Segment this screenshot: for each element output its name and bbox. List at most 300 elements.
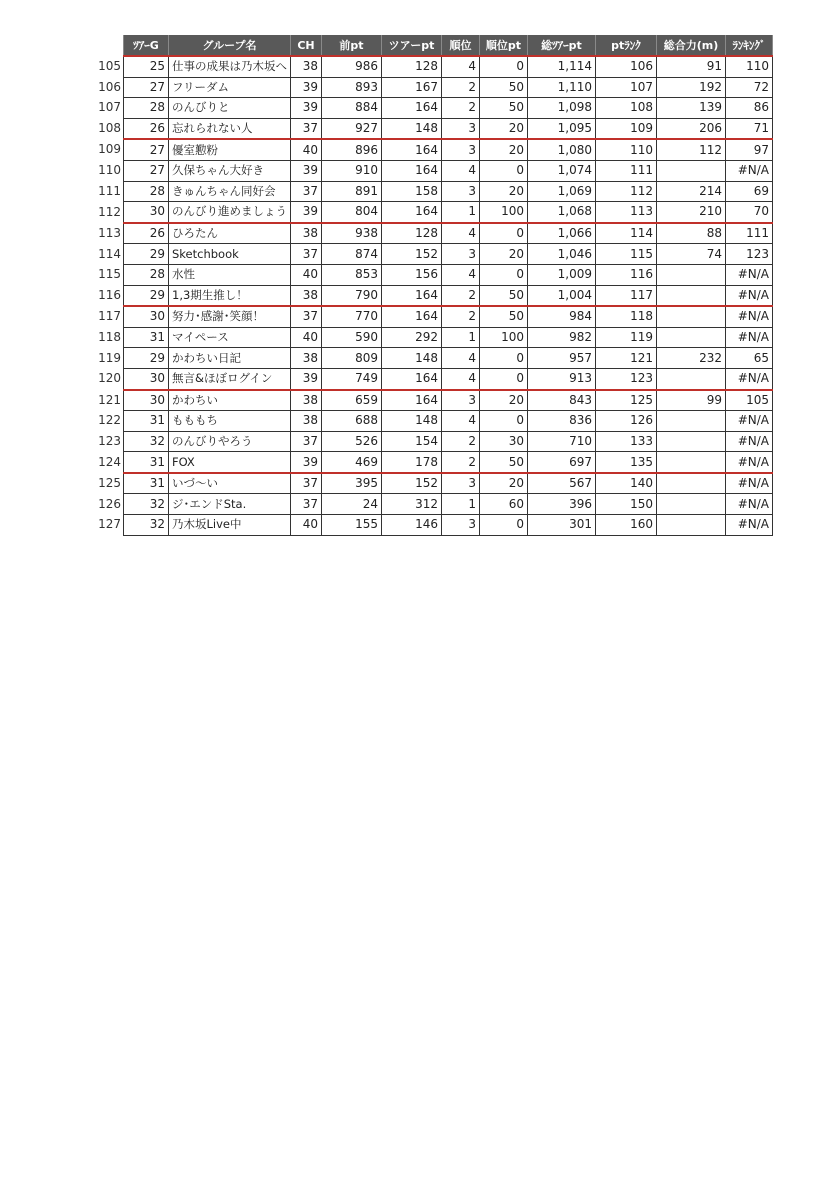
table-cell: 50 [480, 98, 528, 119]
table-cell: 38 [291, 223, 322, 244]
row-number: 114 [90, 244, 124, 265]
table-cell [657, 160, 726, 181]
table-row [90, 494, 773, 515]
table-cell: 749 [322, 368, 382, 389]
column-header: ﾗﾝｷﾝｸﾞ [726, 35, 773, 56]
table-row [90, 139, 773, 160]
table-cell: #N/A [726, 494, 773, 515]
table-cell: 984 [528, 306, 596, 327]
table-cell: 50 [480, 285, 528, 306]
table-cell: 110 [596, 139, 657, 160]
table-cell: 893 [322, 77, 382, 98]
table-cell: 154 [382, 431, 442, 452]
table-cell: #N/A [726, 264, 773, 285]
table-row [90, 515, 773, 536]
table-cell: 37 [291, 181, 322, 202]
table-cell: 156 [382, 264, 442, 285]
row-number: 109 [90, 139, 124, 160]
row-number: 110 [90, 160, 124, 181]
table-cell: 38 [291, 285, 322, 306]
row-number: 111 [90, 181, 124, 202]
table-cell: 128 [382, 223, 442, 244]
group-name-cell: フリーダム [169, 77, 291, 98]
table-cell: 32 [124, 431, 169, 452]
table-cell: 2 [442, 452, 480, 473]
table-cell: 20 [480, 390, 528, 411]
table-cell: 106 [596, 56, 657, 77]
table-cell: 804 [322, 202, 382, 223]
group-name-cell: いづ～い [169, 473, 291, 494]
group-name-cell: のんびり進めましょう [169, 202, 291, 223]
table-cell: 118 [596, 306, 657, 327]
table-cell: 20 [480, 244, 528, 265]
row-number: 120 [90, 368, 124, 389]
table-cell: #N/A [726, 515, 773, 536]
table-cell: #N/A [726, 473, 773, 494]
table-cell: 155 [322, 515, 382, 536]
table-row [90, 306, 773, 327]
table-cell: 292 [382, 327, 442, 348]
group-name-cell: Sketchbook [169, 244, 291, 265]
table-cell: 1,004 [528, 285, 596, 306]
table-cell: 3 [442, 390, 480, 411]
row-number: 108 [90, 118, 124, 139]
row-number: 107 [90, 98, 124, 119]
group-name-cell: 乃木坂Live中 [169, 515, 291, 536]
table-cell: 99 [657, 390, 726, 411]
column-header: グループ名 [169, 35, 291, 56]
table-cell: 86 [726, 98, 773, 119]
table-cell: 214 [657, 181, 726, 202]
table-cell [657, 368, 726, 389]
table-cell: 770 [322, 306, 382, 327]
table-cell: 20 [480, 181, 528, 202]
table-cell: 109 [596, 118, 657, 139]
table-row [90, 160, 773, 181]
table-cell: 121 [596, 348, 657, 369]
table-cell: 39 [291, 160, 322, 181]
table-cell: #N/A [726, 368, 773, 389]
group-name-cell: ジ･エンドSta. [169, 494, 291, 515]
table-cell: 27 [124, 139, 169, 160]
table-cell: 232 [657, 348, 726, 369]
table-cell: 20 [480, 473, 528, 494]
table-cell: 125 [596, 390, 657, 411]
table-cell: 3 [442, 244, 480, 265]
table-cell: 128 [382, 56, 442, 77]
group-name-cell: マイペース [169, 327, 291, 348]
table-cell: #N/A [726, 285, 773, 306]
table-cell: 4 [442, 223, 480, 244]
row-number: 118 [90, 327, 124, 348]
table-cell: 4 [442, 56, 480, 77]
table-cell: 32 [124, 515, 169, 536]
row-number: 127 [90, 515, 124, 536]
table-cell: 3 [442, 473, 480, 494]
table-cell: 20 [480, 118, 528, 139]
table-cell: 26 [124, 118, 169, 139]
table-cell: 69 [726, 181, 773, 202]
table-cell: 312 [382, 494, 442, 515]
row-number: 126 [90, 494, 124, 515]
table-cell: 25 [124, 56, 169, 77]
table-cell [657, 515, 726, 536]
group-name-cell: もももち [169, 411, 291, 432]
table-cell: 30 [124, 368, 169, 389]
table-cell: 210 [657, 202, 726, 223]
column-header: ptﾗﾝｸ [596, 35, 657, 56]
row-number: 121 [90, 390, 124, 411]
table-cell: 148 [382, 348, 442, 369]
table-cell: 809 [322, 348, 382, 369]
table-cell: 986 [322, 56, 382, 77]
table-cell: 24 [322, 494, 382, 515]
table-cell: 164 [382, 98, 442, 119]
row-number: 119 [90, 348, 124, 369]
table-cell: 164 [382, 390, 442, 411]
column-header: 順位 [442, 35, 480, 56]
table-cell: 4 [442, 264, 480, 285]
table-cell: 697 [528, 452, 596, 473]
group-name-cell: 努力･感謝･笑顔！ [169, 306, 291, 327]
table-cell: 1,046 [528, 244, 596, 265]
table-cell: 3 [442, 181, 480, 202]
table-cell: 38 [291, 390, 322, 411]
table-cell: 160 [596, 515, 657, 536]
table-cell: 0 [480, 56, 528, 77]
table-cell: 117 [596, 285, 657, 306]
column-header: 前pt [322, 35, 382, 56]
table-cell: 3 [442, 139, 480, 160]
table-cell: 40 [291, 327, 322, 348]
row-number: 117 [90, 306, 124, 327]
table-row [90, 202, 773, 223]
table-cell: 659 [322, 390, 382, 411]
table-cell: 108 [596, 98, 657, 119]
table-cell: 119 [596, 327, 657, 348]
table-cell: 1,080 [528, 139, 596, 160]
table-cell: 140 [596, 473, 657, 494]
table-cell: 853 [322, 264, 382, 285]
table-cell: 32 [124, 494, 169, 515]
table-cell: 50 [480, 306, 528, 327]
table-cell: 469 [322, 452, 382, 473]
group-name-cell: のんびりやろう [169, 431, 291, 452]
table-cell: 60 [480, 494, 528, 515]
table-cell: 4 [442, 411, 480, 432]
table-cell: 938 [322, 223, 382, 244]
table-cell: 20 [480, 139, 528, 160]
table-cell [657, 494, 726, 515]
group-name-cell: 水性 [169, 264, 291, 285]
table-cell: 164 [382, 139, 442, 160]
table-cell: 71 [726, 118, 773, 139]
table-cell: #N/A [726, 306, 773, 327]
table-row [90, 348, 773, 369]
table-cell: 70 [726, 202, 773, 223]
table-cell: 178 [382, 452, 442, 473]
table-cell: 39 [291, 368, 322, 389]
table-cell: 146 [382, 515, 442, 536]
header-row [90, 35, 773, 56]
table-cell: 982 [528, 327, 596, 348]
group-name-cell: かわちい日記 [169, 348, 291, 369]
table-cell: 206 [657, 118, 726, 139]
table-cell: 40 [291, 515, 322, 536]
group-name-cell: 仕事の成果は乃木坂へ [169, 56, 291, 77]
table-cell: 72 [726, 77, 773, 98]
table-cell: 123 [726, 244, 773, 265]
table-cell: 139 [657, 98, 726, 119]
table-cell: 1,098 [528, 98, 596, 119]
row-number-header [90, 35, 124, 56]
table-cell: 526 [322, 431, 382, 452]
table-cell: 957 [528, 348, 596, 369]
table-row [90, 181, 773, 202]
table-cell: 27 [124, 160, 169, 181]
table-cell: 0 [480, 160, 528, 181]
table-cell: 111 [596, 160, 657, 181]
table-cell: 97 [726, 139, 773, 160]
row-number: 125 [90, 473, 124, 494]
column-header: 総合力(m) [657, 35, 726, 56]
table-cell: 31 [124, 327, 169, 348]
table-cell: 114 [596, 223, 657, 244]
group-name-cell: 久保ちゃん大好き [169, 160, 291, 181]
table-cell: 40 [291, 139, 322, 160]
table-cell: 29 [124, 348, 169, 369]
table-cell: 148 [382, 118, 442, 139]
table-cell: 39 [291, 452, 322, 473]
table-cell: 891 [322, 181, 382, 202]
group-name-cell: 忘れられない人 [169, 118, 291, 139]
row-number: 112 [90, 202, 124, 223]
table-cell: 2 [442, 306, 480, 327]
table-cell: 167 [382, 77, 442, 98]
table-cell: 39 [291, 98, 322, 119]
table-cell: #N/A [726, 411, 773, 432]
table-cell: 123 [596, 368, 657, 389]
group-name-cell: 無言&ほぼログイン [169, 368, 291, 389]
table-cell: 0 [480, 411, 528, 432]
table-row [90, 390, 773, 411]
table-cell: 1 [442, 202, 480, 223]
table-cell: 31 [124, 411, 169, 432]
table-cell: 126 [596, 411, 657, 432]
table-cell [657, 473, 726, 494]
table-row [90, 264, 773, 285]
table-cell: 3 [442, 118, 480, 139]
table-cell: 50 [480, 77, 528, 98]
row-number: 113 [90, 223, 124, 244]
table-cell: 0 [480, 515, 528, 536]
table-cell: 113 [596, 202, 657, 223]
table-cell: 164 [382, 160, 442, 181]
table-cell: 2 [442, 431, 480, 452]
group-name-cell: きゅんちゃん同好会 [169, 181, 291, 202]
group-name-cell: 1,3期生推し！ [169, 285, 291, 306]
column-header: ﾂｱｰG [124, 35, 169, 56]
column-header: ツアーpt [382, 35, 442, 56]
table-cell: 112 [657, 139, 726, 160]
table-cell: 27 [124, 77, 169, 98]
table-row [90, 56, 773, 77]
table-cell: #N/A [726, 327, 773, 348]
table-row [90, 473, 773, 494]
table-cell: 31 [124, 473, 169, 494]
table-cell [657, 431, 726, 452]
table-cell: 710 [528, 431, 596, 452]
table-cell: 115 [596, 244, 657, 265]
table-cell: 396 [528, 494, 596, 515]
table-cell: 395 [322, 473, 382, 494]
table-cell: 37 [291, 473, 322, 494]
table-cell: 1,074 [528, 160, 596, 181]
table-cell: #N/A [726, 452, 773, 473]
table-cell: 4 [442, 160, 480, 181]
table-cell: 37 [291, 306, 322, 327]
group-name-cell: 優室懃粉 [169, 139, 291, 160]
table-row [90, 431, 773, 452]
table-cell: 884 [322, 98, 382, 119]
table-cell: 37 [291, 118, 322, 139]
table-cell: 28 [124, 98, 169, 119]
table-cell: 0 [480, 348, 528, 369]
table-cell: 26 [124, 223, 169, 244]
table-cell: 31 [124, 452, 169, 473]
table-cell: 1 [442, 494, 480, 515]
table-row [90, 452, 773, 473]
group-name-cell: ひろたん [169, 223, 291, 244]
row-number: 115 [90, 264, 124, 285]
row-number: 106 [90, 77, 124, 98]
table-cell: 590 [322, 327, 382, 348]
table-cell: 29 [124, 244, 169, 265]
ranking-table [90, 35, 773, 536]
table-cell: 74 [657, 244, 726, 265]
table-cell: #N/A [726, 431, 773, 452]
column-header: 順位pt [480, 35, 528, 56]
column-header: CH [291, 35, 322, 56]
table-cell [657, 452, 726, 473]
table-cell: 1,069 [528, 181, 596, 202]
group-name-cell: かわちい [169, 390, 291, 411]
table-row [90, 411, 773, 432]
table-row [90, 285, 773, 306]
table-cell: 37 [291, 244, 322, 265]
row-number: 124 [90, 452, 124, 473]
table-cell: 1 [442, 327, 480, 348]
table-cell [657, 285, 726, 306]
table-cell: 164 [382, 306, 442, 327]
table-cell: 688 [322, 411, 382, 432]
table-cell: 100 [480, 327, 528, 348]
table-cell: 38 [291, 411, 322, 432]
table-cell: 148 [382, 411, 442, 432]
table-cell: 896 [322, 139, 382, 160]
table-cell: 2 [442, 285, 480, 306]
table-cell: 1,009 [528, 264, 596, 285]
table-cell: 836 [528, 411, 596, 432]
table-row [90, 368, 773, 389]
table-cell [657, 306, 726, 327]
table-cell: 164 [382, 202, 442, 223]
column-header: 総ﾂｱｰpt [528, 35, 596, 56]
table-cell: 91 [657, 56, 726, 77]
row-number: 105 [90, 56, 124, 77]
table-cell: 30 [124, 306, 169, 327]
table-cell: 29 [124, 285, 169, 306]
table-cell: 152 [382, 473, 442, 494]
table-cell [657, 411, 726, 432]
table-cell: 1,110 [528, 77, 596, 98]
table-cell: 1,068 [528, 202, 596, 223]
row-number: 116 [90, 285, 124, 306]
table-row [90, 98, 773, 119]
group-name-cell: FOX [169, 452, 291, 473]
table-cell: 1,095 [528, 118, 596, 139]
table-cell: 30 [124, 202, 169, 223]
row-number: 123 [90, 431, 124, 452]
row-number: 122 [90, 411, 124, 432]
table-cell: 39 [291, 202, 322, 223]
table-cell: 30 [124, 390, 169, 411]
table-cell: 0 [480, 223, 528, 244]
table-cell: 913 [528, 368, 596, 389]
table-cell: 4 [442, 368, 480, 389]
table-cell: 874 [322, 244, 382, 265]
table-cell: 2 [442, 98, 480, 119]
table-cell: 65 [726, 348, 773, 369]
table-cell: 301 [528, 515, 596, 536]
table-cell: 38 [291, 56, 322, 77]
table-cell: 50 [480, 452, 528, 473]
table-cell: 28 [124, 264, 169, 285]
group-name-cell: のんびりと [169, 98, 291, 119]
table-cell: 88 [657, 223, 726, 244]
table-cell: 100 [480, 202, 528, 223]
table-cell: 3 [442, 515, 480, 536]
table-cell: 110 [726, 56, 773, 77]
table-cell: 0 [480, 264, 528, 285]
table-cell: 38 [291, 348, 322, 369]
table-cell: 1,114 [528, 56, 596, 77]
table-cell: 107 [596, 77, 657, 98]
table-cell: 135 [596, 452, 657, 473]
table-row [90, 118, 773, 139]
table-cell: 40 [291, 264, 322, 285]
table-cell: 164 [382, 285, 442, 306]
table-cell: 0 [480, 368, 528, 389]
table-cell: 843 [528, 390, 596, 411]
table-cell: 37 [291, 494, 322, 515]
table-cell: 4 [442, 348, 480, 369]
table-cell: 133 [596, 431, 657, 452]
table-cell [657, 264, 726, 285]
table-cell: 927 [322, 118, 382, 139]
table-cell: 158 [382, 181, 442, 202]
table-cell: 152 [382, 244, 442, 265]
table-cell: 567 [528, 473, 596, 494]
table-cell: 150 [596, 494, 657, 515]
table-cell: #N/A [726, 160, 773, 181]
table-cell: 790 [322, 285, 382, 306]
table-cell: 2 [442, 77, 480, 98]
table-row [90, 327, 773, 348]
table-cell: 37 [291, 431, 322, 452]
table-cell: 39 [291, 77, 322, 98]
table-row [90, 244, 773, 265]
